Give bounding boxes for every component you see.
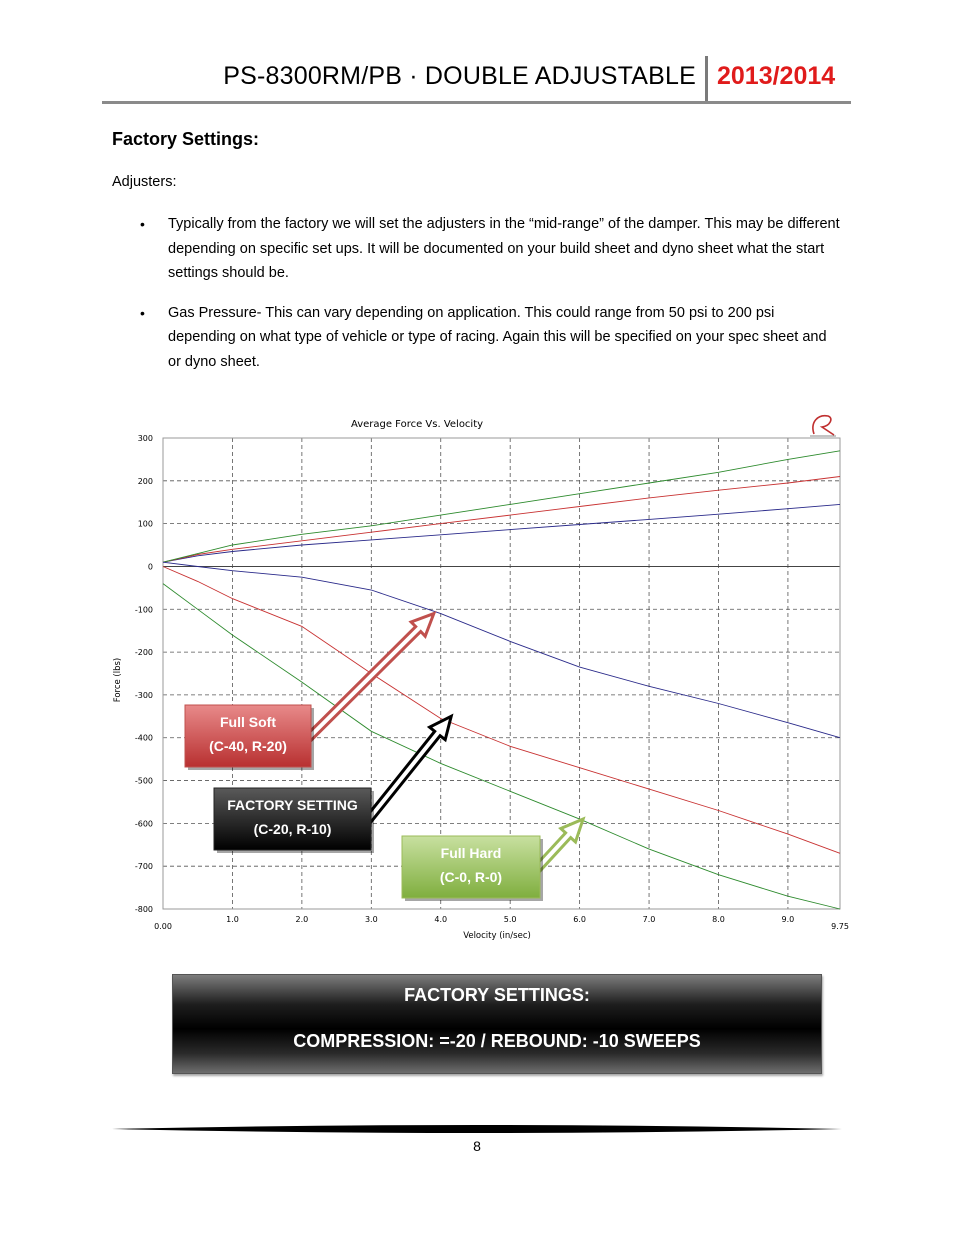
y-tick-label: -100 [134,605,153,615]
x-tick-label: 9.0 [781,915,795,924]
header-rule [102,101,851,104]
series-line-0 [163,504,840,562]
x-tick-label: 1.0 [226,915,239,924]
y-tick-label: 200 [137,476,153,486]
brand-logo [810,416,836,436]
bullet-text: Typically from the factory we will set the adjusters in the “mid-range” of the damper. This may be different depending on specific set ups. It will be documented on your build sheet and dyno sheet what the start settings should be. [168,216,840,281]
y-tick-label: -300 [134,690,153,700]
y-axis-label: Force (lbs) [113,657,123,703]
bullet-icon: • [140,216,145,232]
x-tick-label: 7.0 [642,915,656,924]
y-tick-label: -400 [134,733,153,743]
series-line-1 [163,477,840,563]
y-tick-label: -500 [134,776,153,786]
x-tick-label: 9.75 [831,922,849,931]
bullet-icon: • [140,304,145,321]
document-year: 2013/2014 [717,62,836,90]
force-velocity-chart [106,410,849,945]
y-tick-label: -800 [134,905,153,914]
x-tick-label: 3.0 [364,915,378,924]
chart-callouts [185,614,583,901]
x-tick-label: 4.0 [434,915,448,924]
callout-setting-hard: (C-0, R-0) [439,869,503,885]
x-tick-label: 8.0 [712,915,725,924]
bullet-text: Gas Pressure- This can vary depending on application. This could range from 50 psi to 200 psi depending on what type of vehicle or type of racing. Again this will be specified on your spec sheet and or dyno sheet. [168,304,827,370]
callout-setting-factory: (C-20, R-10) [253,821,332,837]
factory-settings-summary [172,974,822,1074]
x-tick-label: 2.0 [295,915,309,924]
y-tick-label: 300 [137,434,153,443]
callout-title-soft: Full Soft [220,714,276,730]
y-tick-label: -700 [134,862,153,872]
section-heading: Factory Settings: [112,129,260,149]
bullet-item-gas-pressure [112,301,842,375]
y-tick-label: -600 [134,819,153,829]
x-tick-label: 5.0 [503,915,517,924]
adjusters-label: Adjusters: [112,174,177,190]
callout-setting-soft: (C-40, R-20) [209,738,287,754]
document-title: PS-8300RM/PB · DOUBLE ADJUSTABLE [223,62,696,90]
y-tick-label: 100 [137,519,153,529]
x-tick-label: 0.00 [154,922,172,931]
callout-arrow-soft [301,614,434,746]
chart-title: Average Force Vs. Velocity [350,419,484,430]
y-tick-label: -200 [134,648,153,658]
footer-rule [112,1122,842,1136]
x-axis-label: Velocity (in/sec) [463,931,531,941]
page-number: 8 [473,1138,481,1154]
bullet-list [112,212,842,389]
chart-canvas [106,410,849,945]
summary-heading: FACTORY SETTINGS: [404,985,590,1005]
callout-title-hard: Full Hard [440,845,502,861]
x-tick-label: 6.0 [573,915,586,924]
bullet-item-factory [112,212,842,286]
y-tick-label: 0 [147,562,153,572]
summary-settings: COMPRESSION: =-20 / REBOUND: -10 SWEEPS [293,1031,701,1051]
header-divider [705,56,708,103]
callout-title-factory: FACTORY SETTING [227,797,358,813]
